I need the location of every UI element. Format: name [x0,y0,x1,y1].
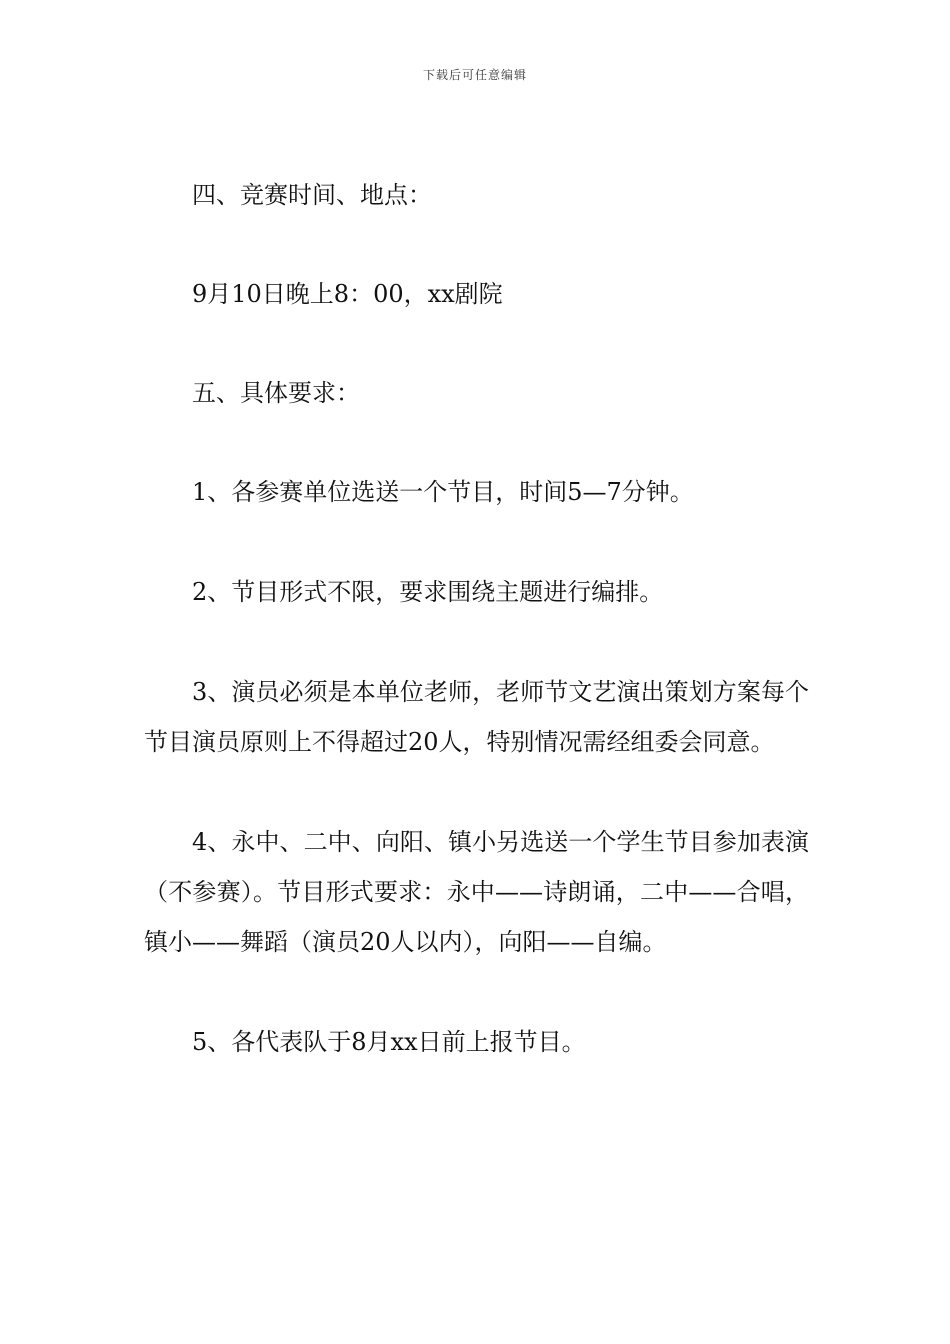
time-location-text: 9月10日晚上8：00，xx剧院 [192,280,503,308]
requirement-item-4: 4、永中、二中、向阳、镇小另选送一个学生节目参加表演（不参赛）。节目形式要求：永中——诗朗诵，二中——合唱，镇小——舞蹈（演员20人以内），向阳——自编。 [144,828,809,956]
requirement-item-1: 1、各参赛单位选送一个节目，时间5—7分钟。 [192,478,694,506]
document-body [144,170,809,1117]
section-heading-time-location: 四、竞赛时间、地点： [192,181,432,209]
page-header-note: 下载后可任意编辑 [422,68,527,82]
requirement-item-3: 3、演员必须是本单位老师，老师节文艺演出策划方案每个节目演员原则上不得超过20人，特别情况需经组委会同意。 [144,678,809,756]
section-heading-requirements: 五、具体要求： [192,379,360,407]
requirement-item-2: 2、节目形式不限，要求围绕主题进行编排。 [192,578,664,606]
requirement-item-5: 5、各代表队于8月xx日前上报节目。 [192,1028,586,1056]
